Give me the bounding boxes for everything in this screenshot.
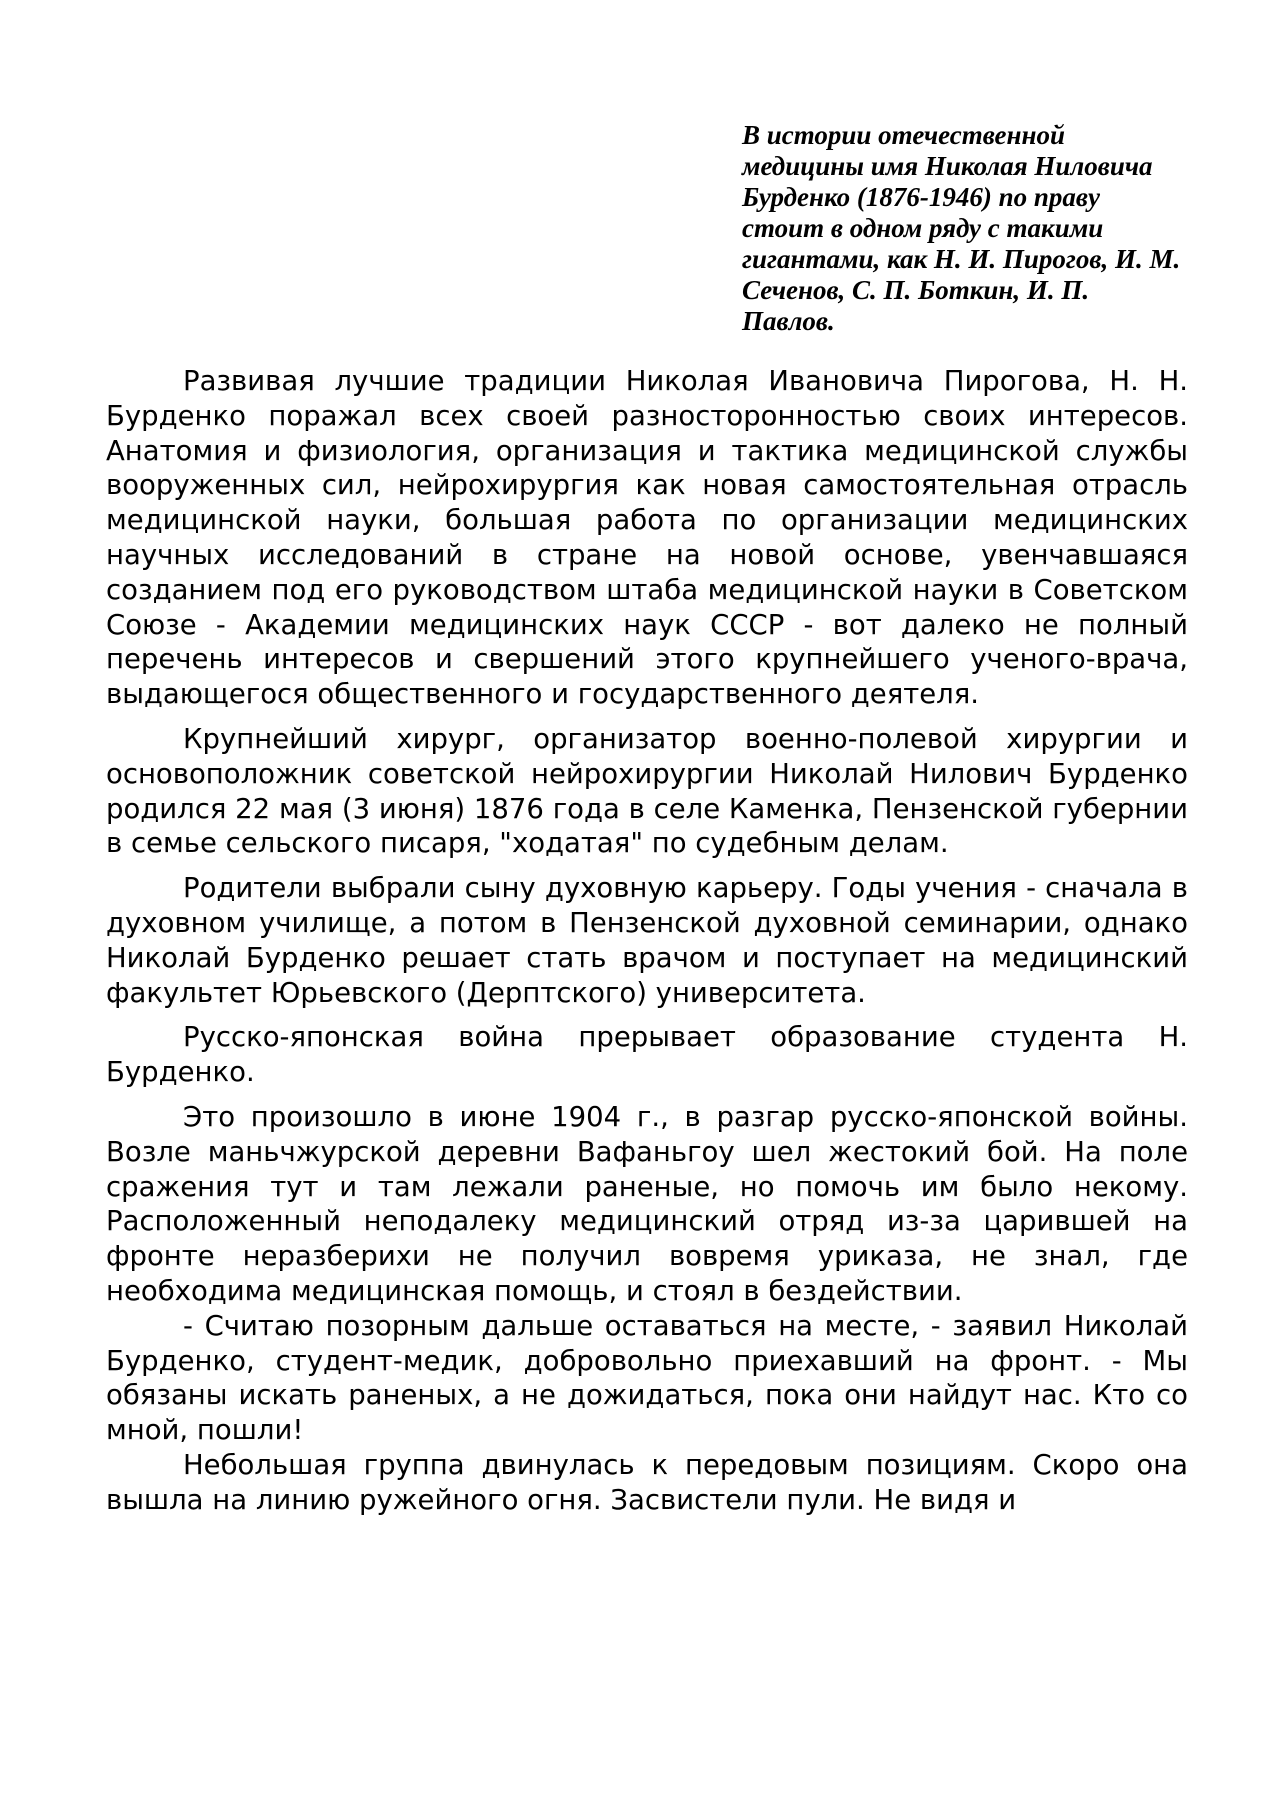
paragraph-2: Крупнейший хирург, организатор военно-полевой хирургии и основоположник советской нейрохирургии Николай Нилович Бурденко родился 22 мая (3 июня) 1876 года в селе Каменка, Пензенской губернии в семье сельского писаря, "ходатая" по судебным делам. xyxy=(106,722,1188,860)
paragraph-6: - Считаю позорным дальше оставаться на месте, - заявил Николай Бурденко, студент-медик, добровольно приехавший на фронт. - Мы обязаны искать раненых, а не дожидаться, пока они найдут нас. Кто со мной, пошли! xyxy=(106,1309,1188,1447)
epigraph: В истории отечественной медицины имя Николая Ниловича Бурденко (1876-1946) по праву стоит в одном ряду с такими гигантами, как Н. И. Пирогов, И. М. Сеченов, С. П. Боткин, И. П. Павлов. xyxy=(742,120,1181,336)
document-body xyxy=(106,364,1188,1518)
paragraph-5: Это произошло в июне 1904 г., в разгар русско-японской войны. Возле маньчжурской деревни Вафаньгоу шел жестокий бой. На поле сражения тут и там лежали раненые, но помочь им было некому. Расположенный неподалеку медицинский отряд из-за царившей на фронте неразберихи не получил вовремя уриказа, не знал, где необходима медицинская помощь, и стоял в бездействии. xyxy=(106,1100,1188,1307)
paragraph-1: Развивая лучшие традиции Николая Ивановича Пирогова, Н. Н. Бурденко поражал всех своей разносторонностью своих интересов. Анатомия и физиология, организация и тактика медицинской службы вооруженных сил, нейрохирургия как новая самостоятельная отрасль медицинской науки, большая работа по организации медицинских научных исследований в стране на новой основе, увенчавшаяся созданием под его руководством штаба медицинской науки в Советском Союзе - Академии медицинских наук СССР - вот далеко не полный перечень интересов и свершений этого крупнейшего ученого-врача, выдающегося общественного и государственного деятеля. xyxy=(106,365,1188,711)
paragraph-4: Русско-японская война прерывает образование студента Н. Бурденко. xyxy=(106,1021,1188,1089)
paragraph-3: Родители выбрали сыну духовную карьеру. Годы учения - сначала в духовном училище, а потом в Пензенской духовной семинарии, однако Николай Бурденко решает стать врачом и поступает на медицинский факультет Юрьевского (Дерптского) университета. xyxy=(106,872,1188,1009)
paragraph-7: Небольшая группа двинулась к передовым позициям. Скоро она вышла на линию ружейного огня. Засвистели пули. Не видя и xyxy=(106,1448,1188,1516)
